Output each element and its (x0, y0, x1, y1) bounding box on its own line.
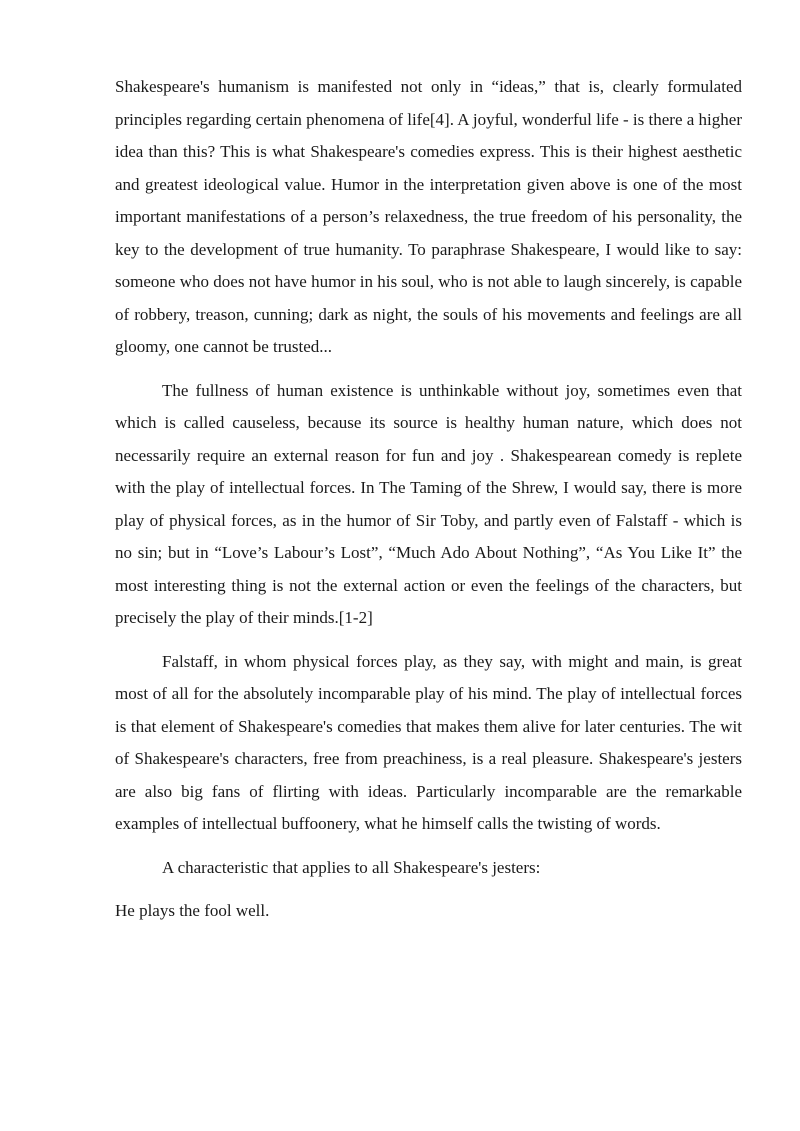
paragraph-human-existence: The fullness of human existence is unthinkable without joy, sometimes even that which is called causeless, because its source is healthy human nature, which does not necessarily require an external reason for fun and joy . Shakespearean comedy is replete with the play of intellectual forces. In The Taming of the Shrew, I would say, there is more play of physical forces, as in the humor of Sir Toby, and partly even of Falstaff - which is no sin; but in “Love’s Labour’s Lost”, “Much Ado About Nothing”, “As You Like It” the most interesting thing is not the external action or even the feelings of the characters, but precisely the play of their minds.[1-2] (115, 380, 742, 627)
paragraph-jesters-characteristic: A characteristic that applies to all Shakespeare's jesters: (162, 857, 541, 877)
paragraph-plays-the-fool: He plays the fool well. (115, 901, 270, 920)
document-body (115, 71, 742, 939)
paragraph-falstaff: Falstaff, in whom physical forces play, as they say, with might and main, is great most of all for the absolutely incomparable play of his mind. The play of intellectual forces is that element of Shakespeare's comedies that makes them alive for later centuries. The wit of Shakespeare's characters, free from preachiness, is a real pleasure. Shakespeare's jesters are also big fans of flirting with ideas. Particularly incomparable are the remarkable examples of intellectual buffoonery, what he himself calls the twisting of words. (115, 651, 742, 833)
paragraph-humanism: Shakespeare's humanism is manifested not only in “ideas,” that is, clearly formulated principles regarding certain phenomena of life[4]. A joyful, wonderful life - is there a higher idea than this? This is what Shakespeare's comedies express. This is their highest aesthetic and greatest ideological value. Humor in the interpretation given above is one of the most important manifestations of a person’s relaxedness, the true freedom of his personality, the key to the development of true humanity. To paraphrase Shakespeare, I would like to say: someone who does not have humor in his soul, who is not able to laugh sincerely, is capable of robbery, treason, cunning; dark as night, the souls of his movements and feelings are all gloomy, one cannot be trusted... (115, 77, 742, 356)
